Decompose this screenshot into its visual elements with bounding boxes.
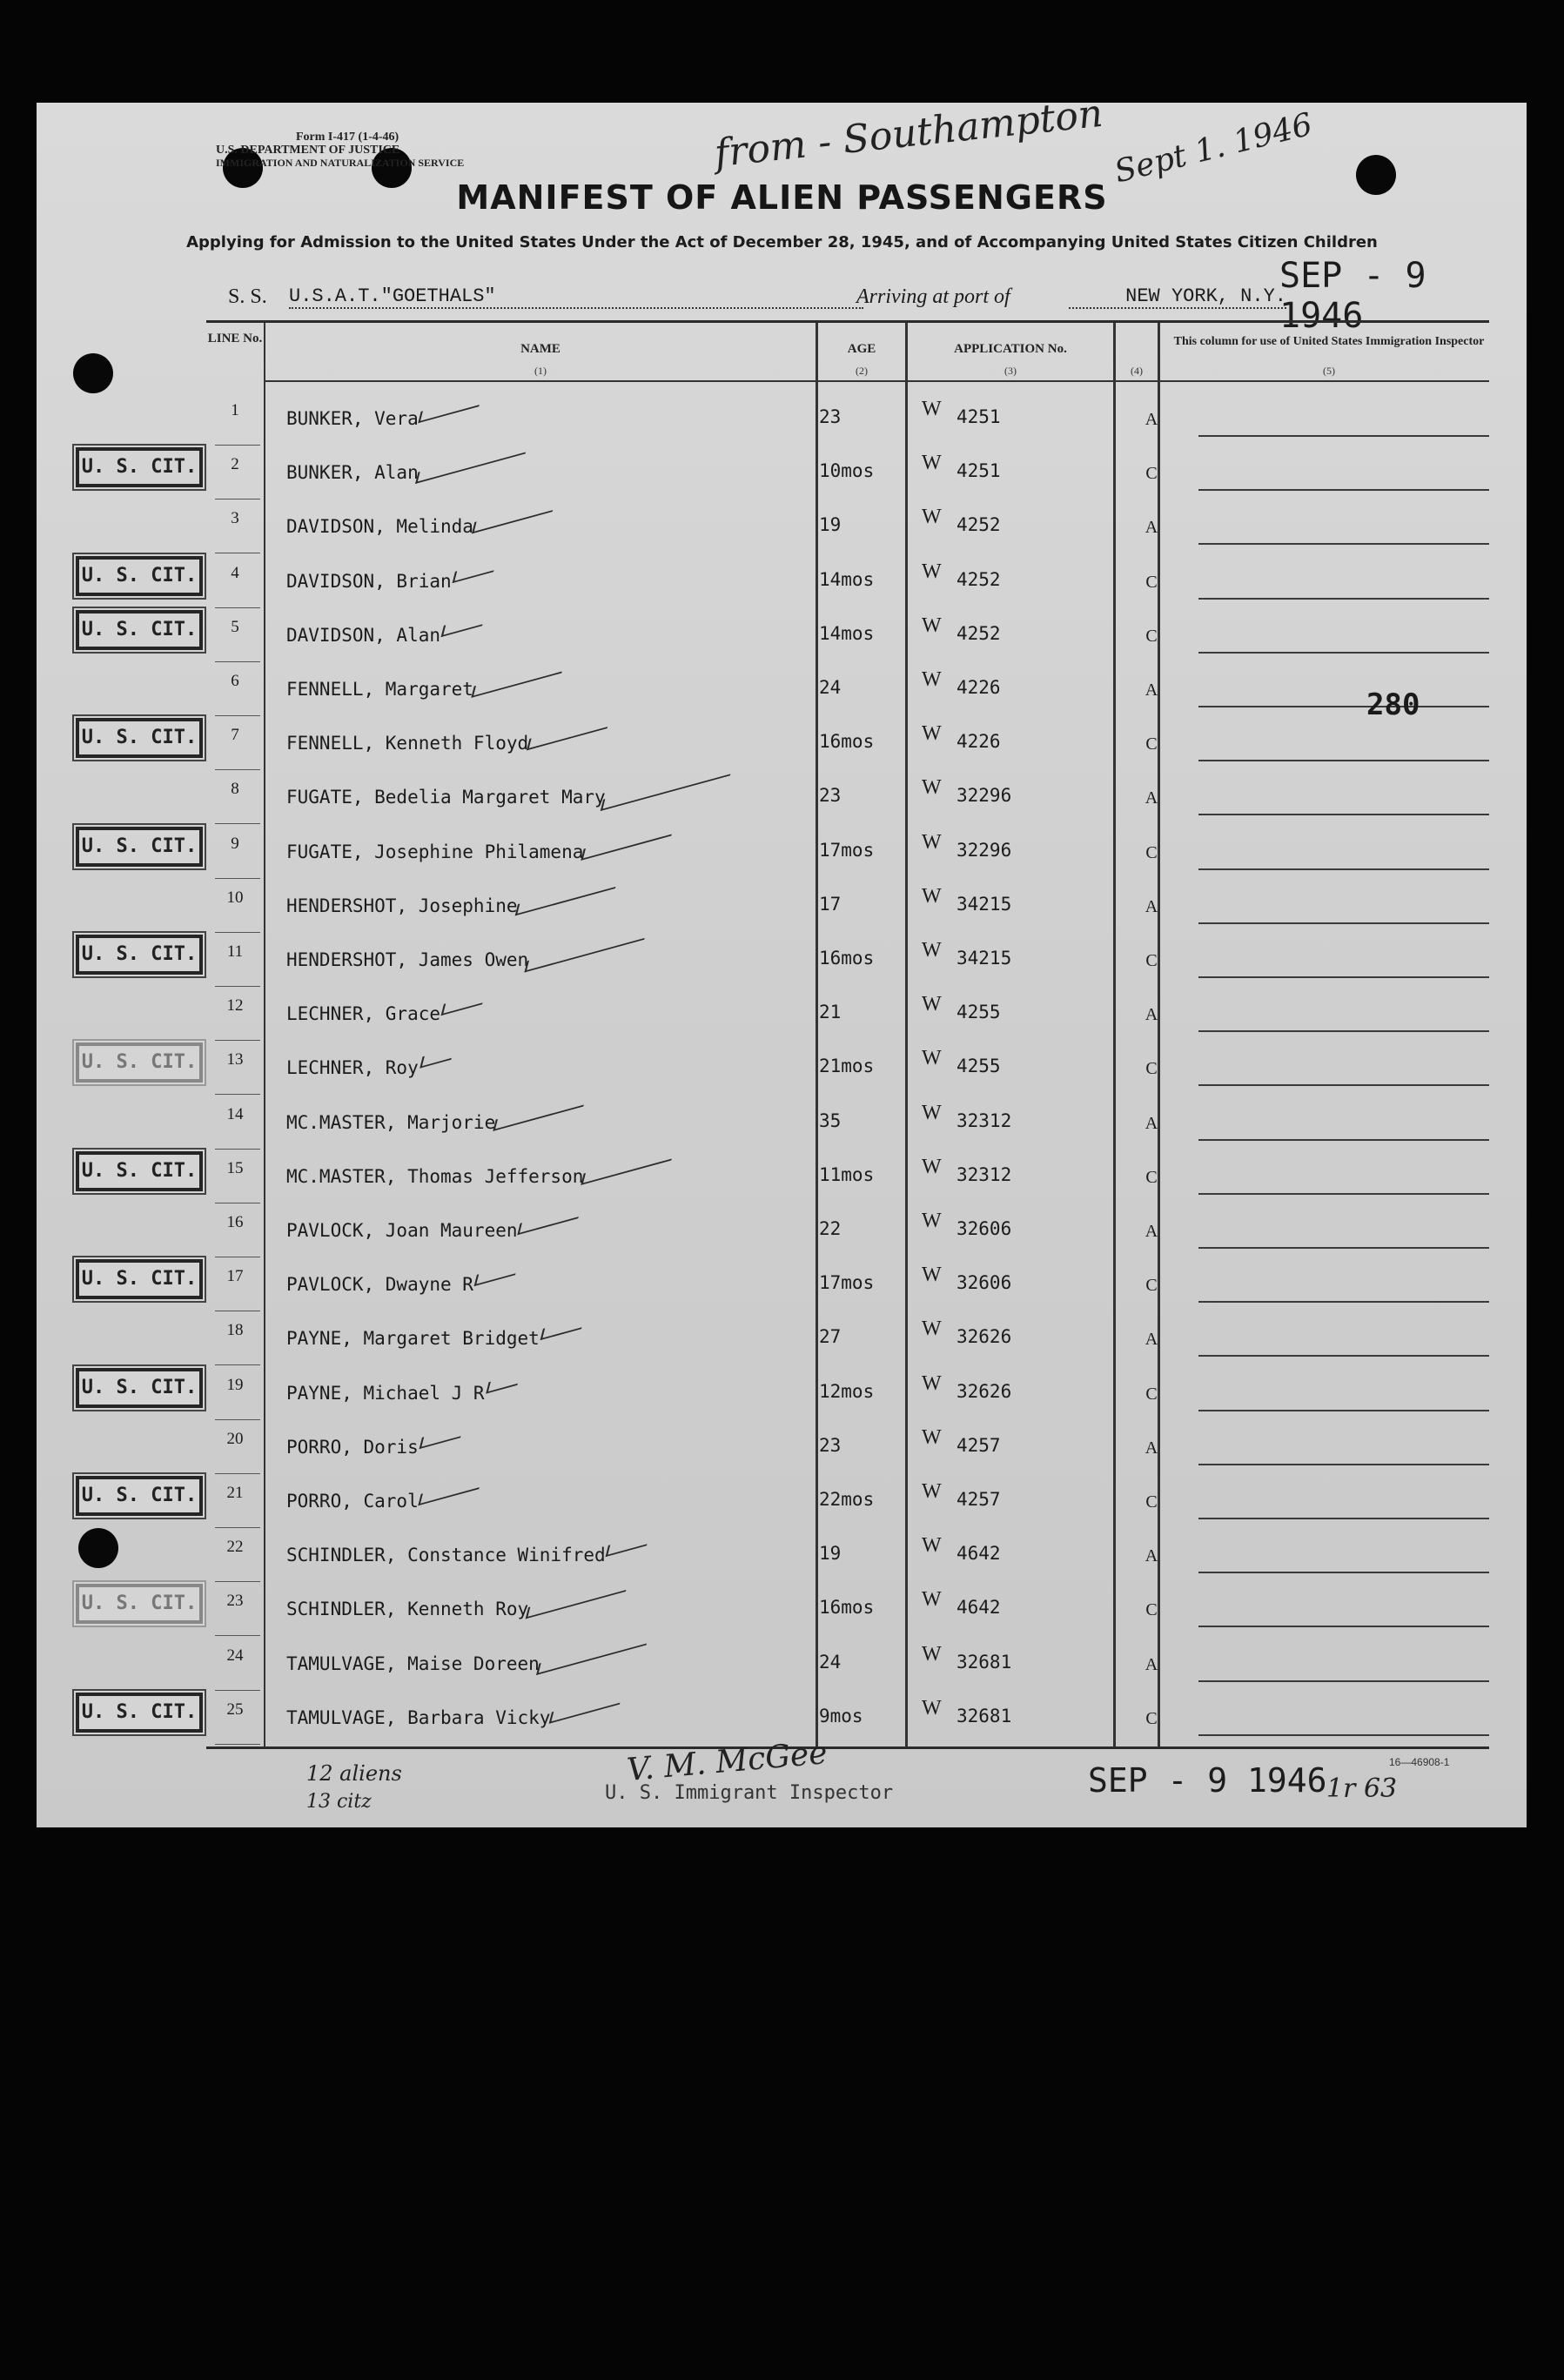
passenger-age: 14mos [819, 568, 875, 590]
inspector-entry-line [1198, 1139, 1489, 1141]
application-prefix: W [922, 1696, 942, 1720]
header-application: APPLICATION No. [954, 342, 1067, 356]
inspector-entry-line [1198, 598, 1489, 600]
check-mark [606, 1534, 650, 1557]
application-prefix: W [922, 722, 942, 746]
line-number: 4 [231, 563, 239, 582]
inspector-entry-line [1198, 1410, 1489, 1411]
passenger-age: 10mos [819, 460, 875, 482]
header-rule [264, 380, 1489, 382]
table-row [206, 932, 1489, 987]
passenger-class: C [1145, 1384, 1158, 1404]
passenger-class: C [1145, 951, 1158, 970]
header-inspector: This column for use of United States Immigration Inspector [1173, 335, 1485, 348]
passenger-name: FUGATE, Josephine Philamena [286, 841, 584, 862]
check-mark [526, 1580, 629, 1619]
inspector-entry-line [1198, 1734, 1489, 1736]
passenger-age: 22mos [819, 1489, 875, 1510]
line-number: 1 [231, 401, 239, 419]
inspector-entry-line [1198, 922, 1489, 924]
passenger-class: A [1144, 788, 1158, 808]
passenger-age: 27 [819, 1326, 842, 1348]
table-row [206, 499, 1489, 553]
ship-name: U.S.A.T."GOETHALS" [289, 285, 863, 309]
table-row [206, 1527, 1489, 1582]
line-number: 18 [226, 1321, 244, 1340]
header-age-num: (2) [856, 365, 868, 377]
footer-date-stamp: SEP - 9 1946 [1088, 1761, 1327, 1800]
passenger-class: C [1145, 734, 1158, 754]
us-citizen-stamp: U. S. CIT. [76, 610, 203, 650]
application-prefix: W [922, 993, 942, 1016]
passenger-class: A [1144, 1654, 1158, 1674]
passenger-class: C [1145, 1059, 1158, 1079]
application-prefix: W [922, 1642, 942, 1666]
passenger-name: PAVLOCK, Dwayne R [286, 1274, 473, 1296]
application-number: 4251 [957, 406, 1001, 427]
inspector-entry-line [1198, 1301, 1489, 1303]
passenger-age: 17mos [819, 839, 875, 861]
table-row [206, 1690, 1489, 1745]
table-row [206, 1257, 1489, 1311]
application-number: 32312 [957, 1110, 1012, 1131]
application-prefix: W [922, 830, 942, 854]
table-row [206, 1149, 1489, 1203]
punch-hole [78, 1528, 118, 1568]
passenger-name: FUGATE, Bedelia Margaret Mary [286, 787, 606, 808]
passenger-name: LECHNER, Grace [286, 1003, 441, 1025]
passenger-class: A [1144, 896, 1158, 916]
arrival-date-stamp: SEP - 9 1946 [1279, 256, 1426, 336]
check-mark [420, 1049, 454, 1069]
table-row [206, 1040, 1489, 1095]
table-row [206, 445, 1489, 499]
passenger-age: 19 [819, 514, 842, 536]
passenger-name: HENDERSHOT, James Owen [286, 949, 529, 970]
application-number: 4226 [957, 731, 1001, 753]
application-prefix: W [922, 613, 942, 637]
passenger-name: BUNKER, Vera [286, 408, 419, 429]
application-number: 4642 [957, 1543, 1001, 1565]
page-title: MANIFEST OF ALIEN PASSENGERS [456, 178, 1108, 217]
table-row [206, 769, 1489, 824]
handwritten-origin: from - Southampton [712, 91, 1105, 177]
inspector-entry-line [1198, 652, 1489, 654]
passenger-class: C [1145, 1708, 1158, 1728]
table-row [206, 1473, 1489, 1528]
passenger-name: FENNELL, Margaret [286, 679, 473, 700]
line-number: 23 [226, 1592, 244, 1611]
check-mark [441, 993, 486, 1016]
passenger-age: 23 [819, 1434, 842, 1456]
check-mark [536, 1633, 649, 1675]
passenger-name: MC.MASTER, Marjorie [286, 1111, 496, 1133]
check-mark [601, 764, 733, 811]
passenger-name: TAMULVAGE, Barbara Vicky [286, 1706, 551, 1728]
passenger-name: TAMULVAGE, Maise Doreen [286, 1653, 540, 1674]
passenger-age: 9mos [819, 1705, 863, 1726]
inspector-entry-line [1198, 706, 1489, 707]
application-number: 32606 [957, 1218, 1012, 1239]
line-number: 5 [231, 617, 239, 636]
punch-hole [73, 353, 113, 393]
application-prefix: W [922, 452, 942, 475]
table-row [206, 1311, 1489, 1365]
passenger-name: PAYNE, Margaret Bridget [286, 1328, 540, 1350]
header-name-num: (1) [534, 365, 547, 377]
application-number: 4252 [957, 514, 1001, 536]
application-prefix: W [922, 1588, 942, 1612]
inspector-entry-line [1198, 976, 1489, 978]
line-number: 21 [226, 1484, 244, 1502]
passenger-name: DAVIDSON, Alan [286, 624, 441, 646]
passenger-class: C [1145, 842, 1158, 862]
inspector-label: U. S. Immigrant Inspector [605, 1782, 894, 1804]
us-citizen-stamp: U. S. CIT. [76, 1259, 203, 1299]
passenger-age: 35 [819, 1110, 842, 1131]
application-prefix: W [922, 1534, 942, 1558]
passenger-age: 24 [819, 1651, 842, 1673]
passenger-class: C [1145, 626, 1158, 646]
check-mark [472, 500, 555, 534]
passenger-age: 21 [819, 1002, 842, 1023]
line-number: 10 [226, 888, 244, 907]
table-row [206, 553, 1489, 608]
check-mark [517, 1207, 581, 1235]
line-number: 6 [231, 672, 239, 690]
passenger-age: 24 [819, 677, 842, 698]
application-prefix: W [922, 939, 942, 962]
department: U.S. DEPARTMENT OF JUSTICE [216, 144, 400, 157]
inspector-signature: V. M. McGee [625, 1735, 829, 1788]
check-mark [453, 560, 497, 582]
line-number: 17 [226, 1267, 244, 1286]
line-number: 16 [226, 1213, 244, 1231]
application-prefix: W [922, 1047, 942, 1070]
check-mark [415, 442, 528, 484]
table-row [206, 715, 1489, 770]
inspector-entry-line [1198, 1084, 1489, 1086]
application-prefix: W [922, 398, 942, 420]
line-number: 11 [226, 942, 244, 961]
inspector-entry-line [1198, 814, 1489, 815]
application-number: 32296 [957, 785, 1012, 807]
application-number: 32681 [957, 1651, 1012, 1673]
passenger-class: C [1145, 1167, 1158, 1187]
check-mark [581, 1149, 675, 1185]
inspector-entry-line [1198, 868, 1489, 870]
us-citizen-stamp: U. S. CIT. [76, 1476, 203, 1516]
passenger-name: FENNELL, Kenneth Floyd [286, 733, 529, 754]
passenger-class: C [1145, 1600, 1158, 1620]
inspector-entry-line [1198, 1518, 1489, 1519]
us-citizen-stamp: U. S. CIT. [76, 556, 203, 596]
application-number: 32626 [957, 1380, 1012, 1402]
application-prefix: W [922, 776, 942, 800]
header-age: AGE [847, 342, 876, 356]
application-prefix: W [922, 1101, 942, 1124]
passenger-age: 19 [819, 1543, 842, 1565]
passenger-age: 22 [819, 1218, 842, 1239]
inspector-entry-line [1198, 1680, 1489, 1682]
line-number: 13 [226, 1050, 244, 1069]
line-number: 25 [226, 1700, 244, 1719]
page-subtitle: Applying for Admission to the United States Under the Act of December 28, 1945, and of Accompanying United States Citizen Children [186, 233, 1378, 251]
application-number: 4257 [957, 1434, 1001, 1456]
passenger-name: DAVIDSON, Brian [286, 570, 452, 592]
passenger-name: HENDERSHOT, Josephine [286, 895, 518, 916]
application-number: 32312 [957, 1163, 1012, 1185]
check-mark [418, 395, 481, 423]
handwritten-page-mark: 1r 63 [1326, 1773, 1398, 1804]
passenger-class: A [1144, 1222, 1158, 1241]
application-prefix: W [922, 1155, 942, 1178]
application-number: 4252 [957, 622, 1001, 644]
passenger-age: 21mos [819, 1056, 875, 1077]
check-mark [441, 614, 486, 637]
application-number: 4642 [957, 1597, 1001, 1619]
us-citizen-stamp: U. S. CIT. [76, 827, 203, 867]
line-number: 15 [226, 1158, 244, 1177]
check-mark [420, 1426, 464, 1449]
application-number: 4255 [957, 1002, 1001, 1023]
passenger-class: C [1145, 464, 1158, 484]
passenger-name: PORRO, Doris [286, 1436, 419, 1458]
check-mark [418, 1478, 481, 1505]
table-row [206, 391, 1489, 446]
application-number: 32606 [957, 1272, 1012, 1294]
table-row [206, 1365, 1489, 1420]
passenger-class: A [1144, 1005, 1158, 1025]
inspector-entry-line [1198, 489, 1489, 491]
passenger-class: A [1144, 1546, 1158, 1566]
us-citizen-stamp: U. S. CIT. [76, 1043, 203, 1083]
inspector-entry-line [1198, 1193, 1489, 1195]
application-prefix: W [922, 884, 942, 908]
us-citizen-stamp: U. S. CIT. [76, 1151, 203, 1191]
check-mark [540, 1317, 584, 1340]
table-row [206, 1419, 1489, 1474]
table-row [206, 1203, 1489, 1257]
line-number: 24 [226, 1646, 244, 1665]
passenger-class: A [1144, 680, 1158, 700]
application-prefix: W [922, 1317, 942, 1341]
inspector-entry-line [1198, 1464, 1489, 1465]
passenger-class: C [1145, 572, 1158, 592]
line-rule [215, 1744, 260, 1745]
passenger-age: 17 [819, 893, 842, 915]
passenger-name: PORRO, Carol [286, 1491, 419, 1512]
application-number: 32296 [957, 839, 1012, 861]
header-name: NAME [520, 342, 560, 356]
table-row [206, 1581, 1489, 1636]
inspector-entry-line [1198, 543, 1489, 545]
passenger-name: LECHNER, Roy [286, 1057, 419, 1079]
check-mark [514, 876, 618, 915]
application-number: 4226 [957, 677, 1001, 698]
line-number: 19 [226, 1375, 244, 1394]
passenger-age: 17mos [819, 1272, 875, 1294]
inspector-entry-line [1198, 1355, 1489, 1357]
line-number: 20 [226, 1429, 244, 1448]
line-number: 14 [226, 1104, 244, 1123]
us-citizen-stamp: U. S. CIT. [76, 1368, 203, 1408]
table-row [206, 986, 1489, 1041]
passenger-class: C [1145, 1492, 1158, 1512]
application-prefix: W [922, 506, 942, 529]
application-number: 32681 [957, 1705, 1012, 1726]
passenger-class: A [1144, 1330, 1158, 1350]
passenger-class: A [1144, 518, 1158, 538]
table-row [206, 878, 1489, 933]
passenger-age: 12mos [819, 1380, 875, 1402]
table-row [206, 1095, 1489, 1150]
check-mark [472, 661, 565, 698]
passenger-class: A [1144, 410, 1158, 429]
check-mark [527, 717, 610, 751]
header-application-num: (3) [1004, 365, 1017, 377]
inspector-entry-line [1198, 760, 1489, 761]
line-number: 2 [231, 455, 239, 474]
passenger-name: DAVIDSON, Melinda [286, 516, 473, 538]
passenger-age: 14mos [819, 622, 875, 644]
passenger-age: 23 [819, 785, 842, 807]
passenger-age: 16mos [819, 1597, 875, 1619]
application-number: 4255 [957, 1056, 1001, 1077]
application-number: 34215 [957, 948, 1012, 969]
inspector-note: 280 [1366, 687, 1420, 722]
us-citizen-stamp: U. S. CIT. [76, 718, 203, 758]
header-col4-num: (4) [1131, 365, 1143, 377]
application-number: 4251 [957, 460, 1001, 482]
inspector-entry-line [1198, 435, 1489, 437]
us-citizen-stamp: U. S. CIT. [76, 1584, 203, 1624]
check-mark [493, 1095, 587, 1131]
passenger-class: A [1144, 1438, 1158, 1458]
passenger-table [206, 320, 1489, 1749]
check-mark [486, 1373, 520, 1393]
inspector-entry-line [1198, 1572, 1489, 1573]
passenger-name: MC.MASTER, Thomas Jefferson [286, 1165, 584, 1187]
ship-line [228, 256, 1473, 336]
form-number: Form I-417 (1-4-46) [296, 131, 399, 144]
table-row [206, 1636, 1489, 1691]
line-number: 8 [231, 780, 239, 799]
line-number: 7 [231, 726, 239, 745]
header-inspector-num: (5) [1323, 365, 1335, 377]
arriving-label: Arriving at port of [856, 285, 1010, 308]
application-prefix: W [922, 1371, 942, 1395]
check-mark [525, 928, 648, 972]
application-number: 34215 [957, 893, 1012, 915]
us-citizen-stamp: U. S. CIT. [76, 447, 203, 487]
line-number: 3 [231, 509, 239, 528]
arrival-port: NEW YORK, N.Y. [1069, 285, 1286, 309]
passenger-age: 16mos [819, 948, 875, 969]
form-code: 16—46908-1 [1389, 1756, 1450, 1768]
passenger-age: 11mos [819, 1163, 875, 1185]
table-row [206, 824, 1489, 879]
inspector-entry-line [1198, 1247, 1489, 1249]
passenger-name: SCHINDLER, Kenneth Roy [286, 1599, 529, 1620]
header-line-no: LINE No. [207, 332, 263, 345]
application-number: 32626 [957, 1326, 1012, 1348]
passenger-name: SCHINDLER, Constance Winifred [286, 1545, 606, 1566]
inspector-entry-line [1198, 1626, 1489, 1627]
passenger-age: 23 [819, 406, 842, 427]
us-citizen-stamp: U. S. CIT. [76, 1693, 203, 1733]
passenger-name: PAYNE, Michael J R [286, 1382, 485, 1404]
application-prefix: W [922, 560, 942, 583]
us-citizen-stamp: U. S. CIT. [76, 935, 203, 975]
passenger-name: BUNKER, Alan [286, 462, 419, 484]
application-prefix: W [922, 1210, 942, 1232]
application-prefix: W [922, 668, 942, 691]
application-prefix: W [922, 1264, 942, 1287]
passenger-class: C [1145, 1276, 1158, 1296]
application-number: 4257 [957, 1489, 1001, 1510]
inspector-entry-line [1198, 1030, 1489, 1032]
handwritten-citizens-total: 13 citz [306, 1791, 372, 1813]
handwritten-date-note: Sept 1. 1946 [1111, 106, 1316, 191]
passenger-age: 16mos [819, 731, 875, 753]
table-row [206, 607, 1489, 662]
check-mark [549, 1693, 623, 1724]
application-prefix: W [922, 1480, 942, 1503]
form-header [216, 131, 464, 170]
service: IMMIGRATION AND NATURALIZATION SERVICE [216, 157, 465, 169]
application-prefix: W [922, 1425, 942, 1449]
passenger-class: A [1144, 1113, 1158, 1133]
line-number: 12 [226, 996, 244, 1016]
check-mark [474, 1264, 519, 1286]
handwritten-aliens-total: 12 aliens [306, 1761, 402, 1786]
passenger-name: PAVLOCK, Joan Maureen [286, 1220, 518, 1241]
table-row [206, 661, 1489, 716]
line-number: 9 [231, 834, 239, 853]
ship-label: S. S. [228, 285, 267, 308]
line-number: 22 [226, 1538, 244, 1557]
application-number: 4252 [957, 568, 1001, 590]
check-mark [581, 824, 675, 861]
